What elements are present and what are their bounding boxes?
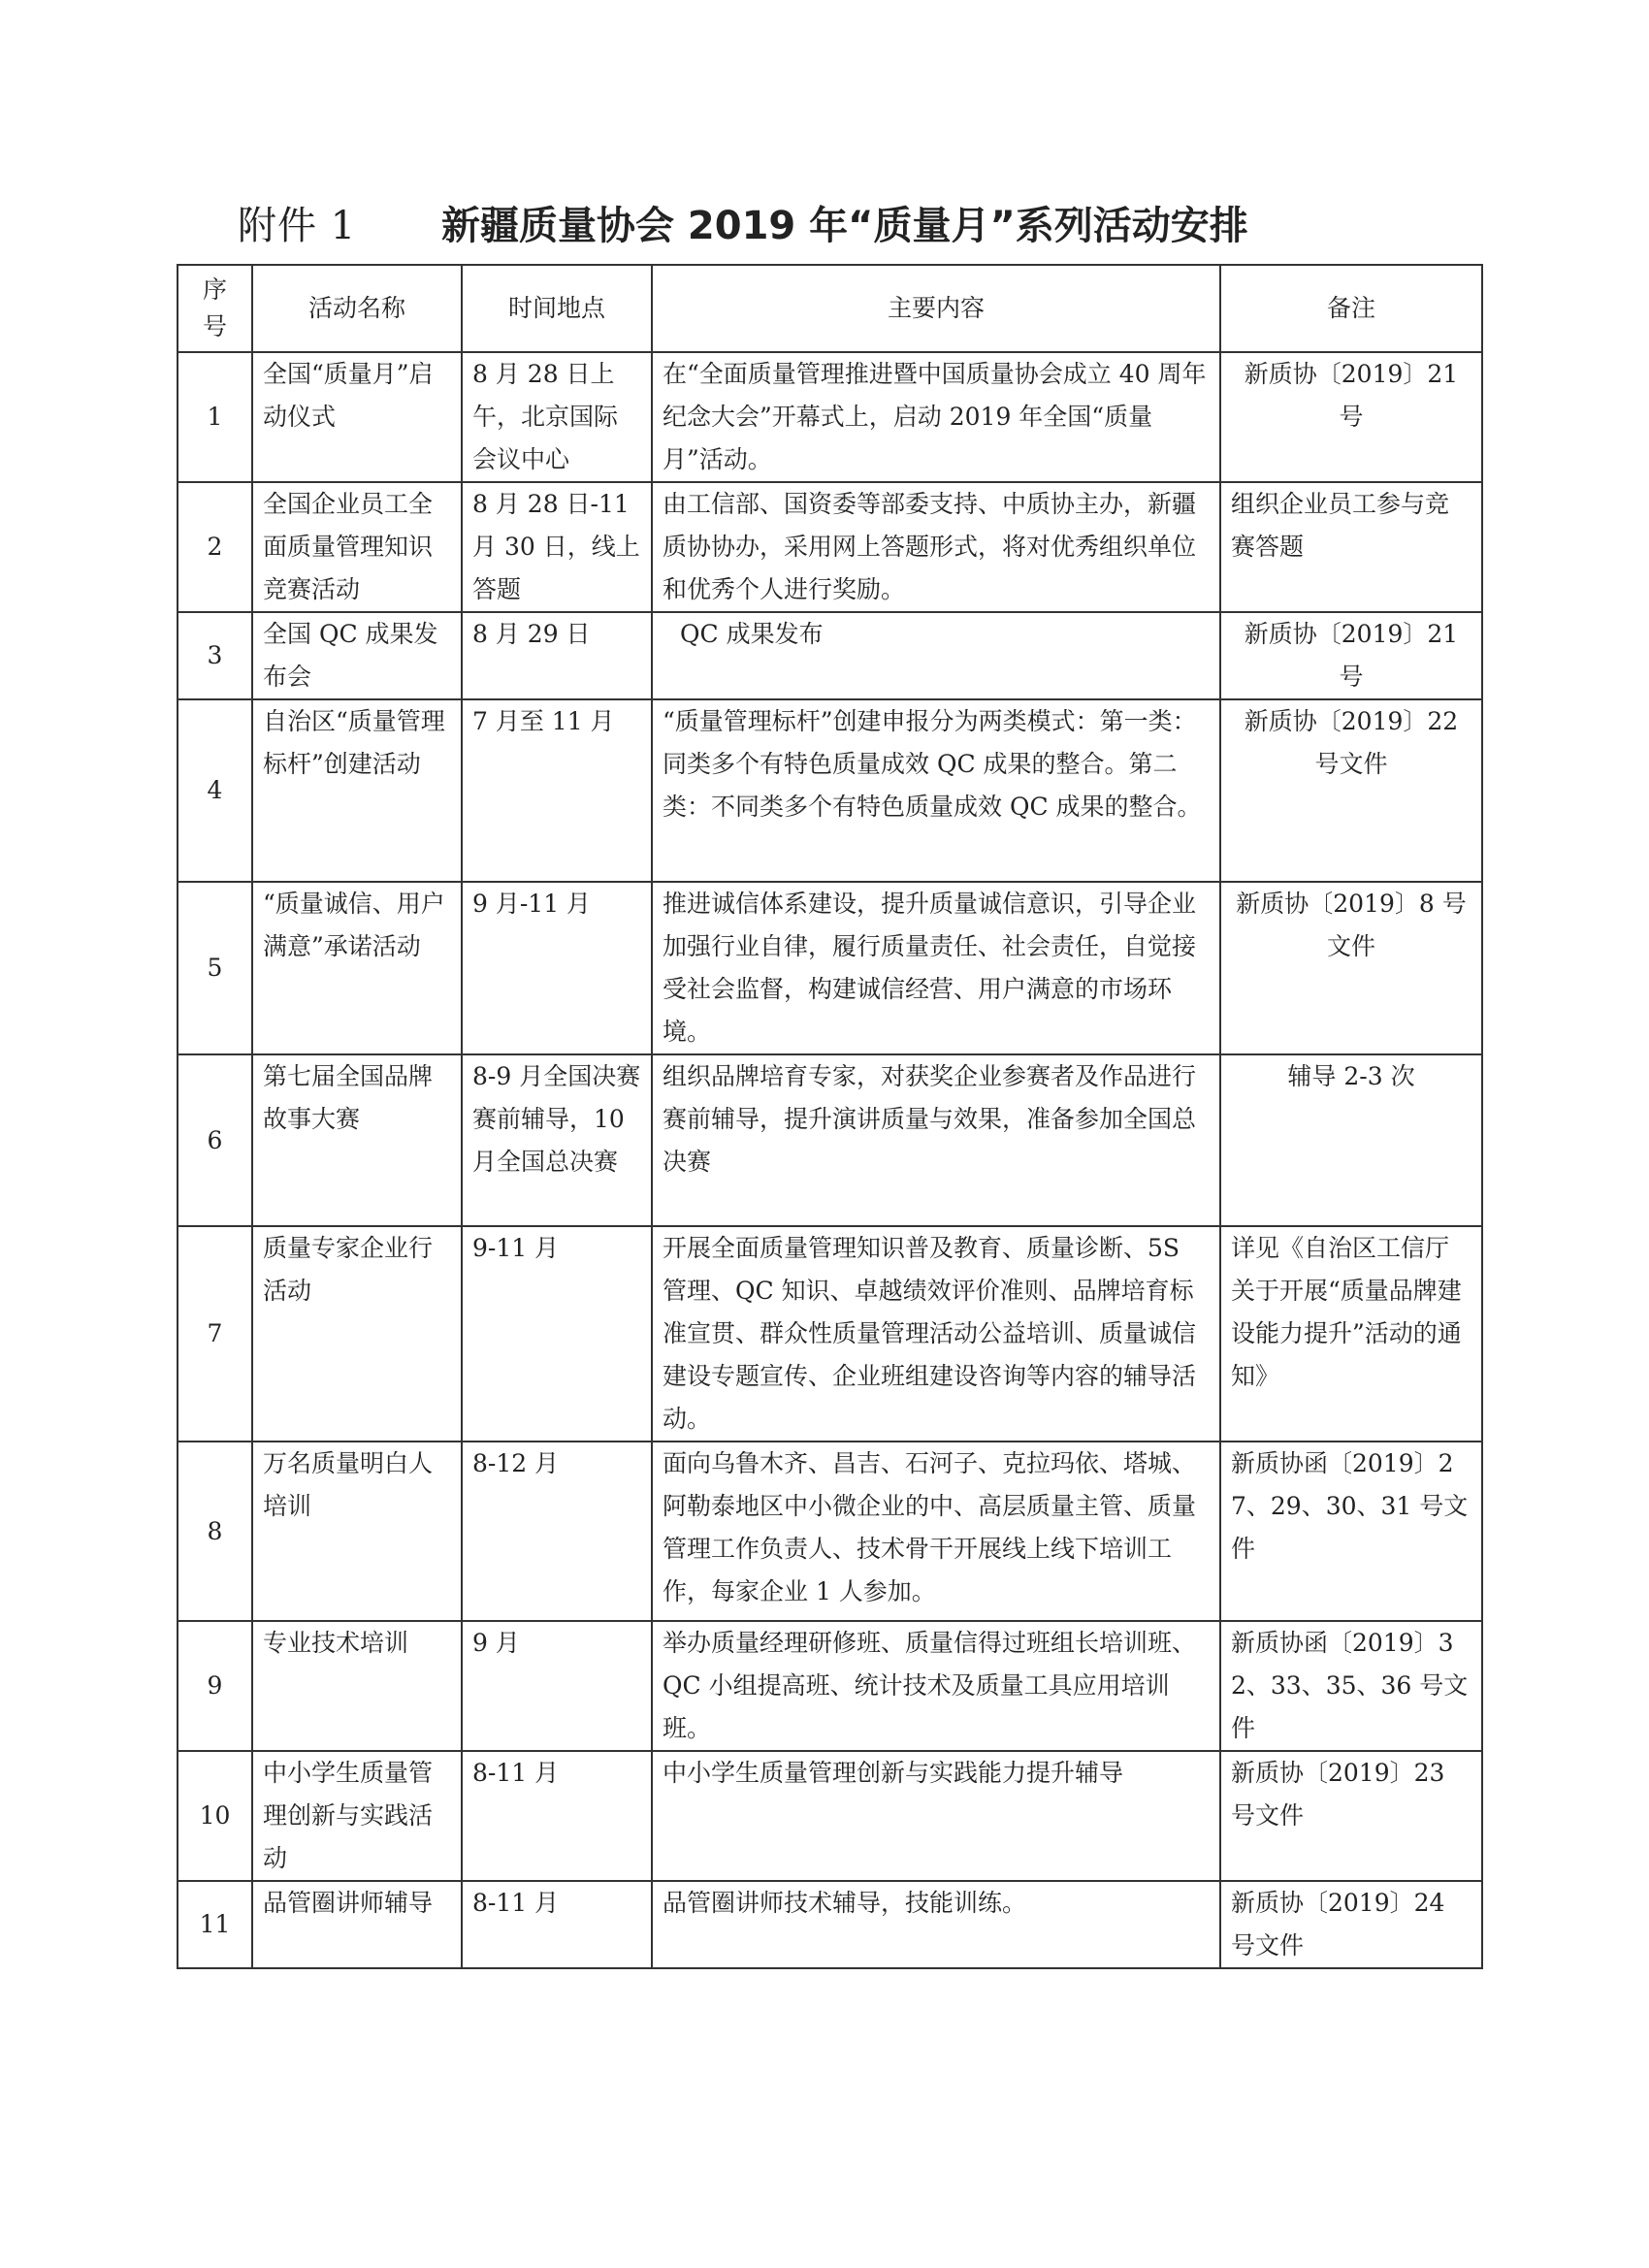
- row-activity-name: 万名质量明白人培训: [252, 1442, 462, 1621]
- row-activity-name: 全国“质量月”启动仪式: [252, 352, 462, 482]
- row-content: 在“全面质量管理推进暨中国质量协会成立 40 周年纪念大会”开幕式上，启动 2019 年全国“质量月”活动。: [652, 352, 1220, 482]
- row-seq: 8: [178, 1442, 252, 1621]
- document-title: 新疆质量协会 2019 年“质量月”系列活动安排: [441, 204, 1248, 248]
- header-name: 活动名称: [252, 265, 462, 352]
- row-content: 开展全面质量管理知识普及教育、质量诊断、5S 管理、QC 知识、卓越绩效评价准则、品牌培育标准宣贯、群众性质量管理活动公益培训、质量诚信建设专题宣传、企业班组建设咨询等内容的辅导活动。: [652, 1226, 1220, 1442]
- row-seq: 9: [178, 1621, 252, 1751]
- row-seq: 4: [178, 699, 252, 882]
- row-content: 中小学生质量管理创新与实践能力提升辅导: [652, 1751, 1220, 1881]
- row-note: 辅导 2-3 次: [1220, 1054, 1482, 1226]
- row-activity-name: 第七届全国品牌故事大赛: [252, 1054, 462, 1226]
- table-row: [178, 1054, 1482, 1226]
- row-content: 由工信部、国资委等部委支持、中质协主办，新疆质协协办，采用网上答题形式，将对优秀组织单位和优秀个人进行奖励。: [652, 482, 1220, 612]
- header-note: 备注: [1220, 265, 1482, 352]
- table-row: [178, 1226, 1482, 1442]
- row-content: 组织品牌培育专家，对获奖企业参赛者及作品进行赛前辅导，提升演讲质量与效果，准备参加全国总决赛: [652, 1054, 1220, 1226]
- row-content: 推进诚信体系建设，提升质量诚信意识，引导企业加强行业自律，履行质量责任、社会责任，自觉接受社会监督，构建诚信经营、用户满意的市场环境。: [652, 882, 1220, 1054]
- table-row: [178, 1881, 1482, 1968]
- row-time-place: 9 月-11 月: [462, 882, 652, 1054]
- activity-schedule-table: [177, 264, 1483, 1969]
- row-seq: 5: [178, 882, 252, 1054]
- row-seq: 3: [178, 612, 252, 699]
- row-activity-name: 自治区“质量管理标杆”创建活动: [252, 699, 462, 882]
- header-seq: 序号: [178, 265, 252, 352]
- row-activity-name: 全国 QC 成果发布会: [252, 612, 462, 699]
- row-activity-name: 品管圈讲师辅导: [252, 1881, 462, 1968]
- row-seq: 7: [178, 1226, 252, 1442]
- row-note: 新质协〔2019〕22 号文件: [1220, 699, 1482, 882]
- row-time-place: 8 月 28 日-11 月 30 日，线上答题: [462, 482, 652, 612]
- row-note: 新质协〔2019〕21 号: [1220, 612, 1482, 699]
- row-content: 品管圈讲师技术辅导，技能训练。: [652, 1881, 1220, 1968]
- row-content: “质量管理标杆”创建申报分为两类模式：第一类：同类多个有特色质量成效 QC 成果的整合。第二类：不同类多个有特色质量成效 QC 成果的整合。: [652, 699, 1220, 882]
- row-seq: 11: [178, 1881, 252, 1968]
- row-time-place: 8-12 月: [462, 1442, 652, 1621]
- table-header-row: [178, 265, 1482, 352]
- row-time-place: 8-9 月全国决赛赛前辅导，10 月全国总决赛: [462, 1054, 652, 1226]
- row-seq: 1: [178, 352, 252, 482]
- row-time-place: 9-11 月: [462, 1226, 652, 1442]
- row-time-place: 8-11 月: [462, 1751, 652, 1881]
- table-row: [178, 612, 1482, 699]
- table-row: [178, 1442, 1482, 1621]
- row-time-place: 7 月至 11 月: [462, 699, 652, 882]
- table-row: [178, 482, 1482, 612]
- row-content: QC 成果发布: [652, 612, 1220, 699]
- header-content: 主要内容: [652, 265, 1220, 352]
- header-time-place: 时间地点: [462, 265, 652, 352]
- page-heading: [238, 199, 1248, 253]
- row-seq: 6: [178, 1054, 252, 1226]
- table-row: [178, 699, 1482, 882]
- row-activity-name: 全国企业员工全面质量管理知识竞赛活动: [252, 482, 462, 612]
- row-time-place: 8 月 28 日上午，北京国际会议中心: [462, 352, 652, 482]
- row-activity-name: “质量诚信、用户满意”承诺活动: [252, 882, 462, 1054]
- row-note: 新质协〔2019〕8 号文件: [1220, 882, 1482, 1054]
- table-row: [178, 352, 1482, 482]
- row-time-place: 8 月 29 日: [462, 612, 652, 699]
- table-row: [178, 1621, 1482, 1751]
- row-time-place: 9 月: [462, 1621, 652, 1751]
- row-activity-name: 中小学生质量管理创新与实践活动: [252, 1751, 462, 1881]
- row-note: 新质协〔2019〕24 号文件: [1220, 1881, 1482, 1968]
- row-time-place: 8-11 月: [462, 1881, 652, 1968]
- table-row: [178, 882, 1482, 1054]
- row-content: 面向乌鲁木齐、昌吉、石河子、克拉玛依、塔城、阿勒泰地区中小微企业的中、高层质量主管、质量管理工作负责人、技术骨干开展线上线下培训工作，每家企业 1 人参加。: [652, 1442, 1220, 1621]
- row-note: 新质协函〔2019〕32、33、35、36 号文件: [1220, 1621, 1482, 1751]
- row-content: 举办质量经理研修班、质量信得过班组长培训班、QC 小组提高班、统计技术及质量工具应用培训班。: [652, 1621, 1220, 1751]
- row-seq: 10: [178, 1751, 252, 1881]
- row-note: 组织企业员工参与竞赛答题: [1220, 482, 1482, 612]
- row-note: 新质协〔2019〕23 号文件: [1220, 1751, 1482, 1881]
- table-row: [178, 1751, 1482, 1881]
- row-activity-name: 专业技术培训: [252, 1621, 462, 1751]
- row-activity-name: 质量专家企业行活动: [252, 1226, 462, 1442]
- row-note: 详见《自治区工信厅关于开展“质量品牌建设能力提升”活动的通知》: [1220, 1226, 1482, 1442]
- row-note: 新质协函〔2019〕27、29、30、31 号文件: [1220, 1442, 1482, 1621]
- row-seq: 2: [178, 482, 252, 612]
- attachment-label: 附件 1: [238, 204, 357, 248]
- row-note: 新质协〔2019〕21 号: [1220, 352, 1482, 482]
